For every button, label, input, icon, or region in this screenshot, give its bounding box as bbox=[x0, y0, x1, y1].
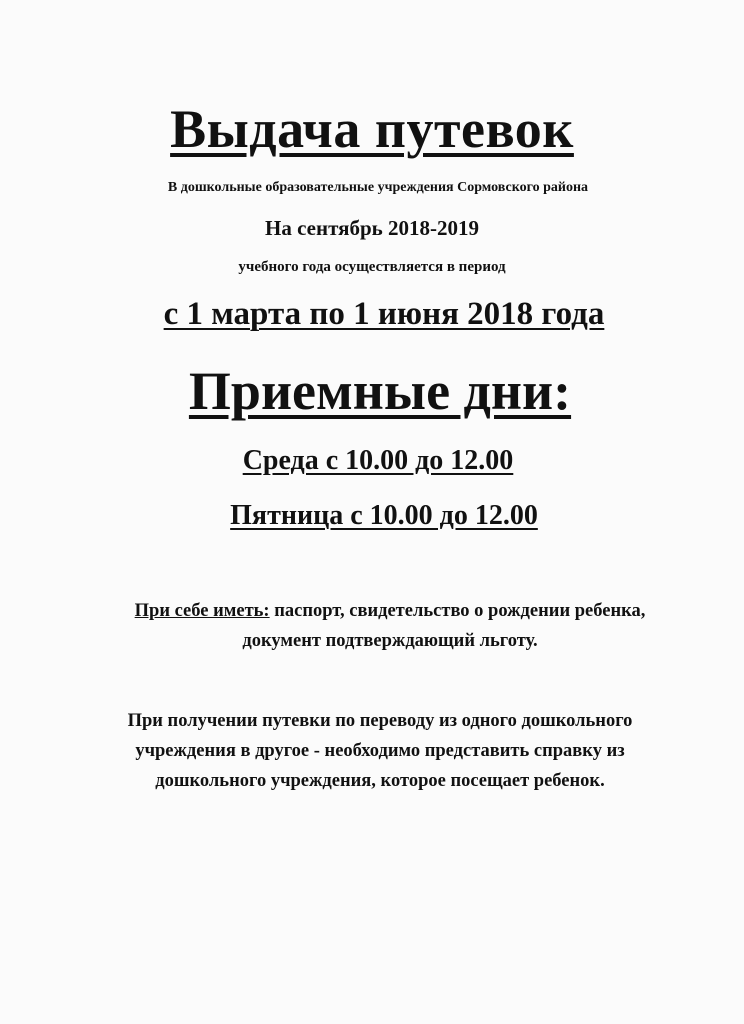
required-documents bbox=[100, 596, 680, 656]
reception-day-friday: Пятница с 10.00 до 12.00 bbox=[230, 500, 538, 531]
period-intro: учебного года осуществляется в период bbox=[238, 259, 506, 275]
academic-season: На сентябрь 2018-2019 bbox=[264, 216, 479, 240]
reception-days-heading: Приемные дни: bbox=[188, 361, 572, 421]
notice-subtitle: В дошкольные образовательные учреждения Сормовского района bbox=[167, 180, 589, 195]
notice-title: Выдача путевок bbox=[170, 99, 574, 159]
reception-day-wednesday: Среда с 10.00 до 12.00 bbox=[242, 445, 514, 476]
transfer-note: При получении путевки по переводу из одного дошкольного учреждения в другое - необходимо представить справку из дошкольного учреждения, которое посещает ребенок. bbox=[127, 711, 633, 791]
required-documents-text: паспорт, свидетельство о рождении ребенка, документ подтверждающий льготу. bbox=[242, 601, 646, 651]
issue-period: с 1 марта по 1 июня 2018 года bbox=[163, 296, 605, 332]
required-documents-label: При себе иметь: bbox=[134, 601, 270, 621]
